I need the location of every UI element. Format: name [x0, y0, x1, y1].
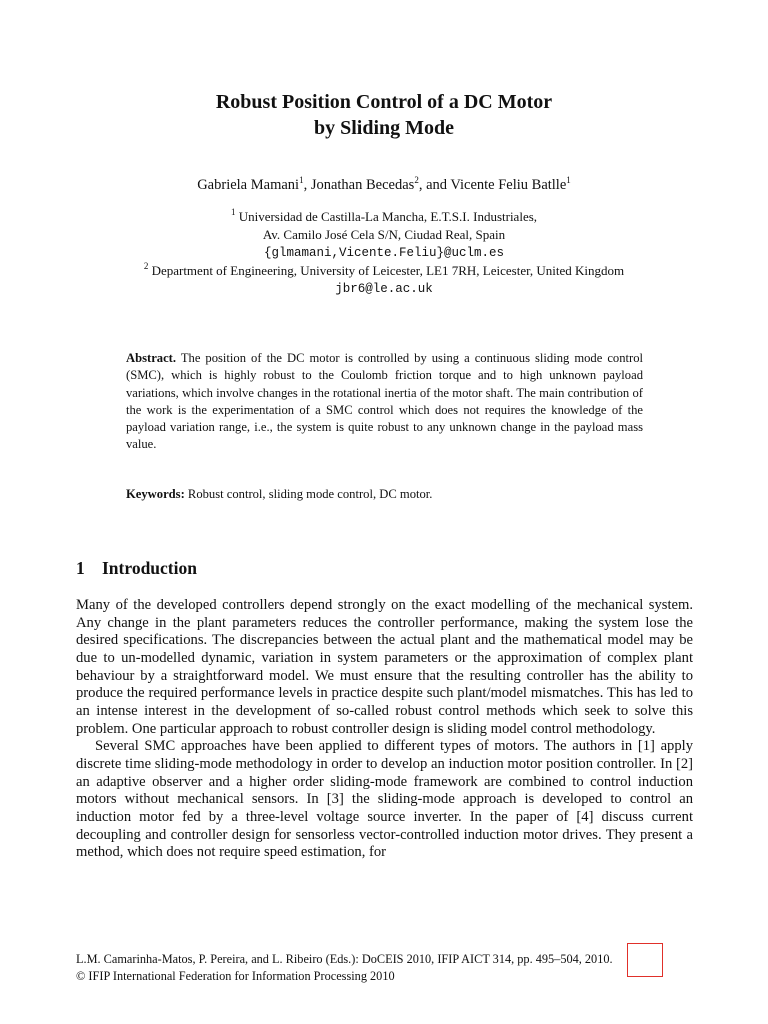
section-number: 1: [76, 558, 85, 578]
abstract-label: Abstract.: [126, 351, 177, 365]
section-title: Introduction: [102, 558, 197, 578]
author-affil-marker: 1: [566, 175, 571, 185]
affil-marker: 1: [230, 207, 236, 217]
author-name: Vicente Feliu Batlle: [450, 177, 567, 193]
author-separator: , and: [418, 177, 451, 193]
keywords-text: Robust control, sliding mode control, DC motor.: [187, 487, 433, 501]
affiliations: [0, 208, 768, 298]
affiliation-1-line-2: Av. Camilo José Cela S/N, Ciudad Real, Spain: [262, 227, 506, 242]
title-line-1: Robust Position Control of a DC Motor: [215, 91, 553, 113]
author-affil-marker: 1: [299, 175, 304, 185]
abstract-text: The position of the DC motor is controlled by using a continuous sliding mode control (SMC), which is highly robust to the Coulomb friction torque and to high unknown payload variations, which involve changes in the rotational inertia of the motor shaft. The main contribution of the work is the experimentation of a SMC control which does not requires the knowledge of the payload variation range, i.e., the system is quite robust to any unknown change in the payload mass value.: [126, 351, 644, 452]
affiliation-1-line-1: $^1$ Universidad de Castilla-La Mancha, E.T.S.I. Industriales,: [230, 207, 538, 224]
page-range-highlight: [627, 943, 663, 977]
author-name: Jonathan Becedas: [310, 177, 415, 193]
author-name: Gabriela Mamani: [197, 177, 300, 193]
author-list: [0, 176, 768, 194]
footer-citation: L.M. Camarinha-Matos, P. Pereira, and L. Ribeiro (Eds.): DoCEIS 2010, IFIP AICT 314, pp. 495–504, 2010.: [76, 952, 613, 966]
keywords: [126, 486, 643, 503]
paragraph: Several SMC approaches have been applied to different types of motors. The authors in [1] apply discrete time sliding-mode methodology in order to develop an induction motor position controller. In [2] an adaptive observer and a higher order sliding-mode framework are combined to control induction motors without mechanical sensors. In [3] the sliding-mode approach is developed to control an induction motor fed by a three-level voltage source inverter. In the paper of [4] discuss current decoupling and controller design for sensorless vector-controlled induction motor drives. They present a method, which does not require speed estimation, for: [76, 738, 693, 861]
section-heading: [76, 557, 197, 579]
footer: [76, 951, 706, 985]
footer-copyright: © IFIP International Federation for Information Processing 2010: [76, 969, 395, 983]
affiliation-1-email: {glmamani,Vicente.Feliu}@uclm.es: [263, 246, 505, 260]
paragraph: Many of the developed controllers depend strongly on the exact modelling of the mechanical system. Any change in the plant parameters reduces the controller performance, making the system lose the desired specifications. The discrepancies between the actual plant and the mathematical model may be due to un-modelled dynamic, variation in system parameters or the approximation of complex plant behaviour by a straightforward model. We must ensure that the resulting controller has the ability to produce the required performance levels in practice despite such plant/model mismatches. This has led to an intense interest in the development of so-called robust control methods which seek to solve this problem. One particular approach to robust controller design is sliding model control methodology.: [76, 597, 693, 737]
affiliation-2-line-1: $^2$ Department of Engineering, University of Leicester, LE1 7RH, Leicester, United Kingdom: [143, 261, 625, 278]
body-text: [76, 597, 693, 862]
keywords-label: Keywords:: [126, 487, 185, 501]
author-separator: ,: [303, 177, 311, 193]
author-affil-marker: 2: [414, 175, 419, 185]
paper-title: [0, 89, 768, 141]
affil-marker: 2: [143, 261, 149, 271]
affiliation-2-email: jbr6@le.ac.uk: [335, 282, 433, 296]
title-line-2: by Sliding Mode: [313, 117, 455, 139]
abstract: [126, 350, 643, 454]
